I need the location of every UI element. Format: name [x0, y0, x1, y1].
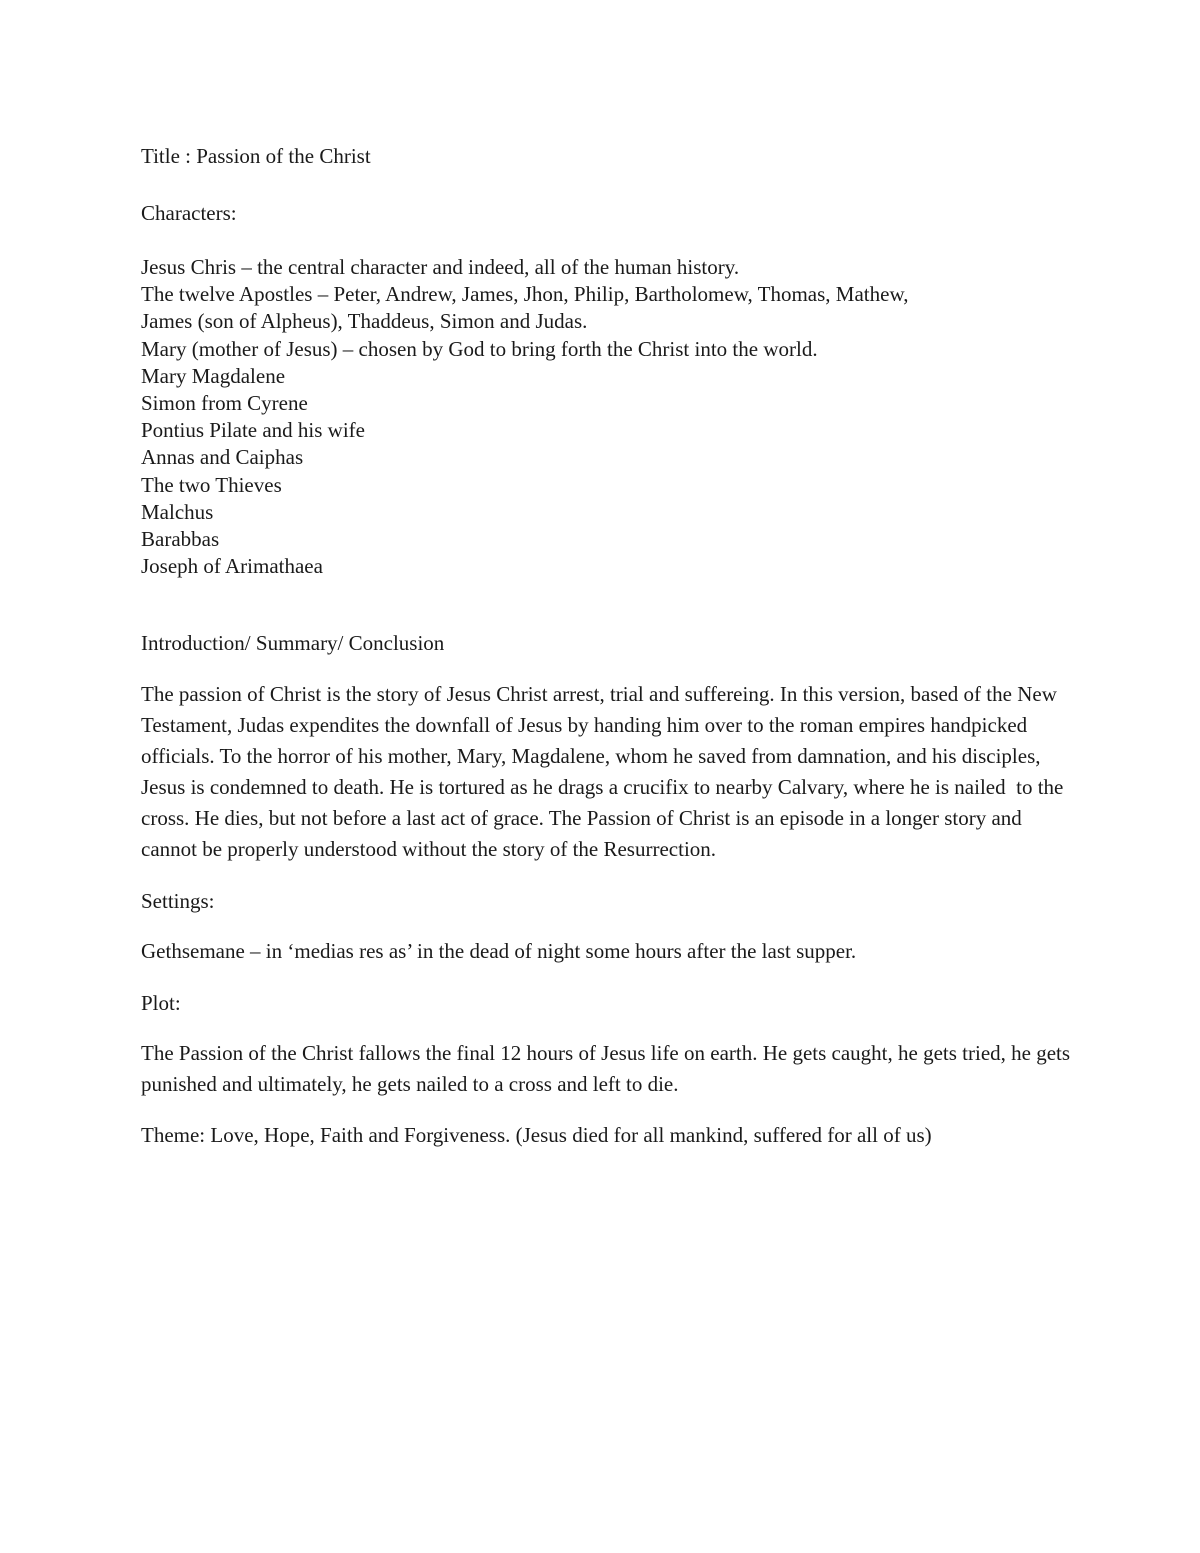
list-item: James (son of Alpheus), Thaddeus, Simon and Judas. — [141, 309, 588, 334]
theme-line: Theme: Love, Hope, Faith and Forgiveness. (Jesus died for all mankind, suffered for all of us) — [141, 1123, 932, 1148]
list-item: Simon from Cyrene — [141, 391, 308, 416]
intro-heading: Introduction/ Summary/ Conclusion — [141, 631, 445, 656]
settings-heading: Settings: — [141, 889, 215, 914]
document-page — [141, 141, 1076, 1150]
list-item: Jesus Chris – the central character and indeed, all of the human history. — [141, 255, 740, 279]
characters-heading: Characters: — [141, 201, 237, 225]
list-item: Joseph of Arimathaea — [141, 554, 323, 579]
plot-paragraph: The Passion of the Christ fallows the final 12 hours of Jesus life on earth. He gets caught, he gets tried, he gets punished and ultimately, he gets nailed to a cross and left to die. — [141, 1041, 1076, 1097]
list-item: Mary (mother of Jesus) – chosen by God to bring forth the Christ into the world. — [141, 336, 818, 361]
settings-paragraph: Gethsemane – in ‘medias res as’ in the dead of night some hours after the last supper. — [141, 939, 857, 964]
list-item: Barabbas — [141, 527, 220, 552]
list-item: Pontius Pilate and his wife — [141, 418, 365, 443]
list-item: The two Thieves — [141, 472, 282, 497]
list-item: Mary Magdalene — [141, 363, 286, 388]
title-line: Title : Passion of the Christ — [141, 144, 371, 168]
plot-heading: Plot: — [141, 991, 181, 1016]
list-item: Annas and Caiphas — [141, 445, 304, 470]
list-item: Malchus — [141, 499, 214, 524]
characters-list — [141, 254, 1071, 580]
summary-paragraph: The passion of Christ is the story of Jesus Christ arrest, trial and suffereing. In this version, based of the New Testament, Judas expendites the downfall of Jesus by handing him over to the roman empires handpicked officials. To the horror of his mother, Mary, Magdalene, whom he saved from damnation, and his disciples, Jesus is condemned to death. He is tortured as he drags a crucifix to nearby Calvary, where he is nailed to the cross. He dies, but not before a last act of grace. The Passion of Christ is an episode in a longer story and cannot be properly understood without the story of the Resurrection. — [141, 682, 1069, 862]
list-item: The twelve Apostles – Peter, Andrew, James, Jhon, Philip, Bartholomew, Thomas, Mathew, — [141, 282, 909, 307]
